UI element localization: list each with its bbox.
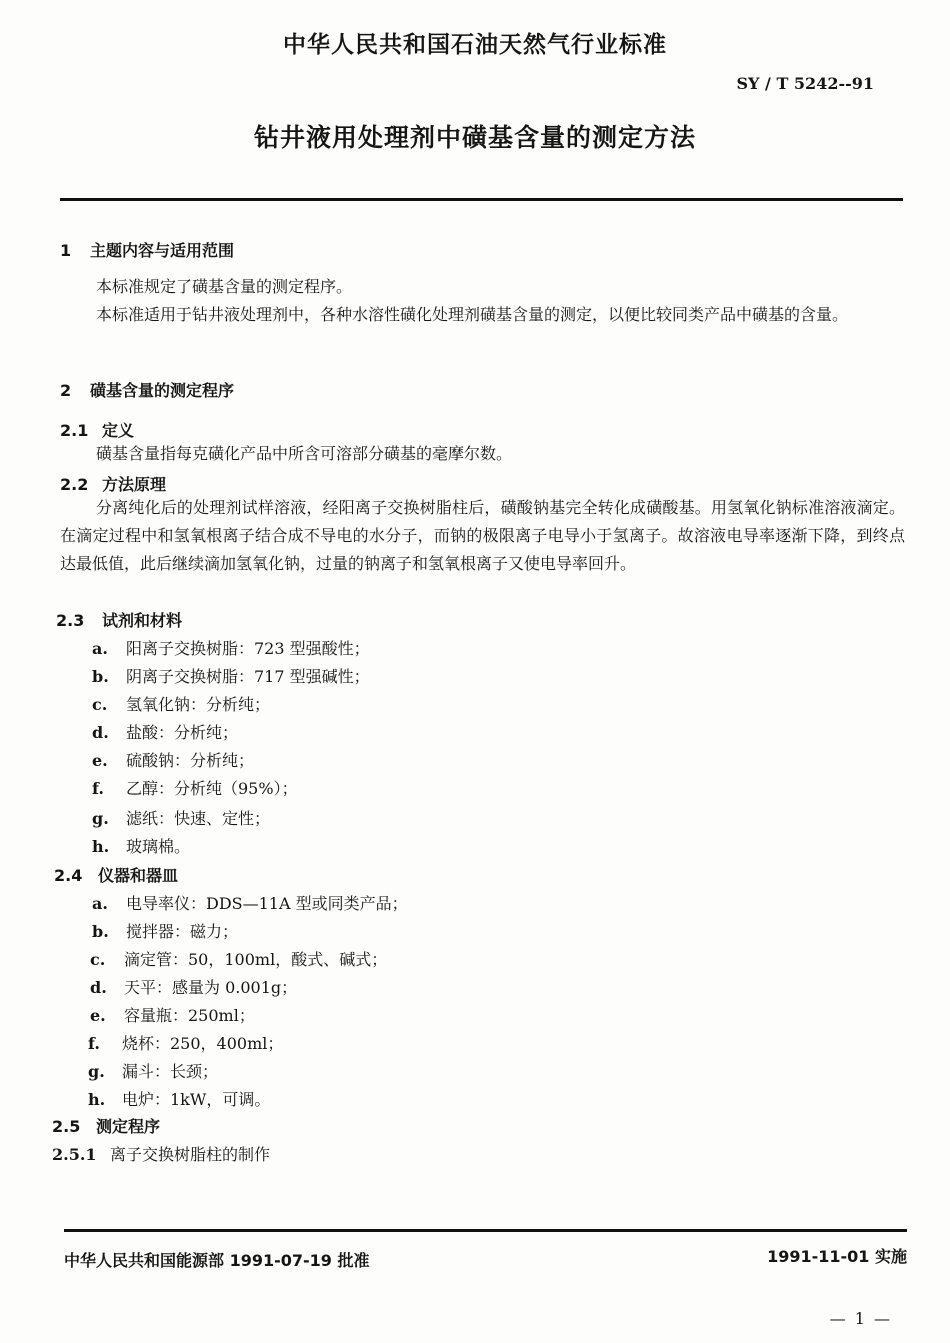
list-item: a. 电导率仪：DDS—11A 型或同类产品； (92, 894, 408, 913)
effective-date: 1991-11-01 实施 (767, 1247, 907, 1266)
section-title: 仪器和器皿 (98, 866, 179, 885)
section-number: 2.5.1 (52, 1145, 97, 1164)
list-item: d. 盐酸：分析纯； (92, 723, 239, 742)
subsection-2-4-heading (54, 863, 178, 886)
section-number: 2.2 (60, 475, 89, 494)
standard-category-title: 中华人民共和国石油天然气行业标准 (283, 32, 667, 58)
section-number: 2.3 (56, 611, 85, 630)
paragraph: 本标准适用于钻井液处理剂中，各种水溶性磺化处理剂磺基含量的测定，以便比较同类产品中磺基的含量。 (96, 305, 849, 324)
section-number: 2 (60, 381, 72, 400)
subsection-2-5-heading (52, 1114, 160, 1137)
page-number: — 1 — (829, 1309, 892, 1328)
subsection-2-3-heading (56, 608, 182, 631)
list-item: e. 容量瓶：250ml； (90, 1006, 255, 1025)
list-item: h. 电炉：1kW，可调。 (88, 1090, 271, 1109)
list-item: f. 烧杯：250，400ml； (88, 1034, 284, 1053)
list-item: e. 硫酸钠：分析纯； (92, 751, 255, 770)
paragraph: 本标准规定了磺基含量的测定程序。 (96, 277, 353, 296)
section-title: 离子交换树脂柱的制作 (110, 1145, 271, 1164)
list-item: h. 玻璃棉。 (92, 837, 191, 856)
subsection-2-1-heading (60, 418, 134, 441)
list-item: c. 氢氧化钠：分析纯； (92, 695, 271, 714)
standard-code: SY / T 5242--91 (736, 74, 874, 93)
footer-divider (64, 1229, 907, 1232)
section-2-heading (60, 378, 234, 401)
list-item: c. 滴定管：50，100ml，酸式、碱式； (90, 950, 388, 969)
header-divider (60, 198, 903, 201)
section-1-heading (60, 238, 234, 261)
approval-statement: 中华人民共和国能源部 1991-07-19 批准 (64, 1251, 370, 1270)
section-title: 方法原理 (102, 475, 167, 494)
list-item: f. 乙醇：分析纯（95%）； (92, 779, 298, 798)
subsection-2-2-heading (60, 472, 166, 495)
subsection-2-5-1-heading (52, 1142, 270, 1165)
section-title: 试剂和材料 (102, 611, 183, 630)
section-number: 1 (60, 241, 72, 260)
list-item: a. 阳离子交换树脂：723 型强酸性； (92, 639, 370, 658)
paragraph: 磺基含量指每克磺化产品中所含可溶部分磺基的毫摩尔数。 (96, 444, 513, 463)
list-item: b. 阴离子交换树脂：717 型强碱性； (92, 667, 370, 686)
section-number: 2.5 (52, 1117, 81, 1136)
section-number: 2.4 (54, 866, 83, 885)
list-item: b. 搅拌器：磁力； (92, 922, 239, 941)
document-title: 钻井液用处理剂中磺基含量的测定方法 (253, 123, 696, 152)
paragraph: 分离纯化后的处理剂试样溶液，经阳离子交换树脂柱后，磺酸钠基完全转化成磺酸基。用氢氧化钠标准溶液滴定。在滴定过程中和氢氧根离子结合成不导电的水分子，而钠的极限离子电导小于氢离子。故溶液电导率逐渐下降，到终点达最低值，此后继续滴加氢氧化钠，过量的钠离子和氢氧根离子又使电导率回升。 (60, 498, 905, 573)
list-item: g. 漏斗：长颈； (88, 1062, 219, 1081)
section-title: 主题内容与适用范围 (90, 241, 235, 260)
section-number: 2.1 (60, 421, 89, 440)
section-title: 磺基含量的测定程序 (90, 381, 235, 400)
list-item: d. 天平：感量为 0.001g； (90, 978, 298, 997)
section-title: 定义 (102, 421, 135, 440)
list-item: g. 滤纸：快速、定性； (92, 809, 271, 828)
section-title: 测定程序 (96, 1117, 161, 1136)
